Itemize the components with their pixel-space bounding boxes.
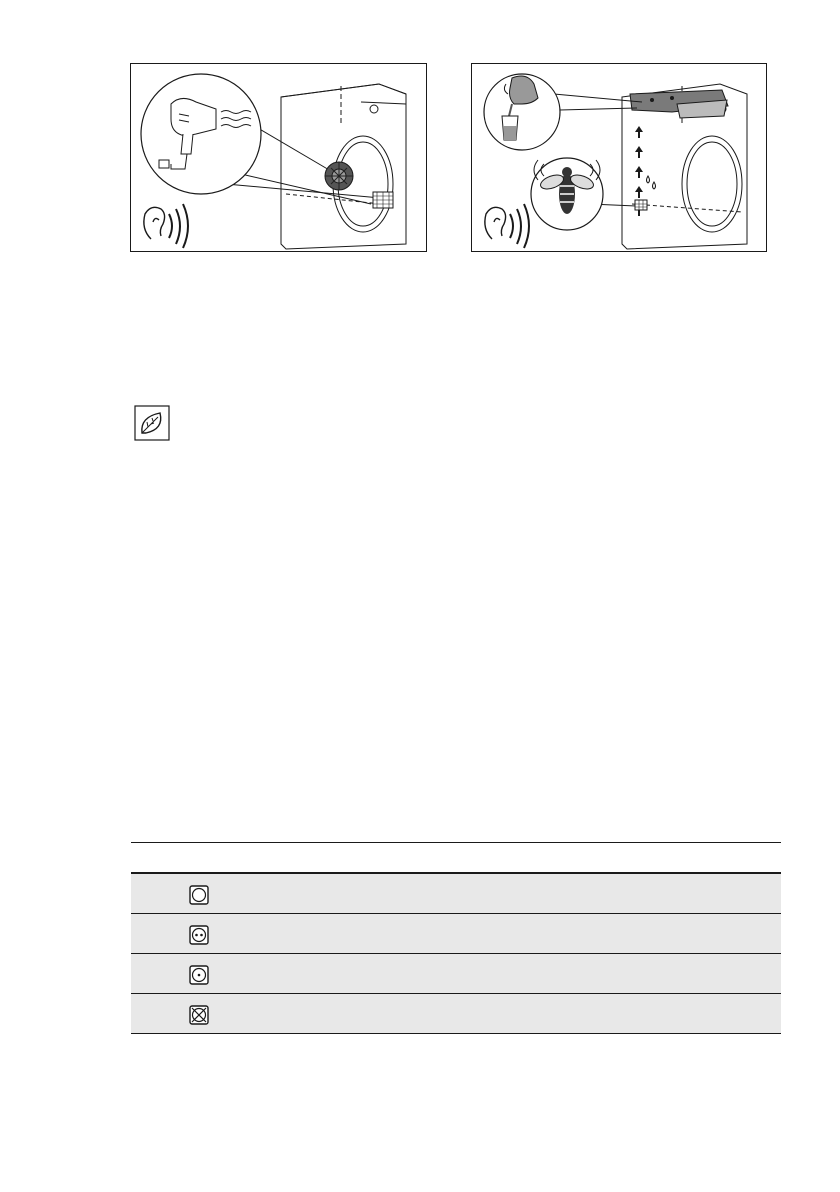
square-one-dot-symbol-icon [189, 965, 209, 985]
square-two-dots-symbol-icon [189, 925, 209, 945]
table-row [131, 914, 781, 954]
table-row [131, 954, 781, 994]
leaf-icon [134, 405, 170, 441]
water-jug-icon [484, 74, 560, 150]
illustration-dryer-noise-fan [130, 63, 427, 252]
ear-sound-icon [144, 204, 188, 248]
square-circle-symbol-icon [189, 885, 209, 905]
bee-buzz-icon [531, 158, 603, 230]
water-glass-icon [502, 116, 518, 140]
symbol-table [131, 842, 781, 1034]
table-row [131, 874, 781, 914]
table-header [131, 842, 781, 874]
ear-sound-icon [485, 204, 529, 248]
table-row [131, 994, 781, 1034]
pump-grid-icon [635, 200, 647, 210]
square-crossed-circle-symbol-icon [189, 1005, 209, 1025]
heat-pump-fan-icon [325, 162, 353, 190]
filter-grid-icon [373, 192, 393, 208]
hair-dryer-icon [141, 74, 261, 194]
illustration-dryer-water-pump [471, 63, 767, 252]
